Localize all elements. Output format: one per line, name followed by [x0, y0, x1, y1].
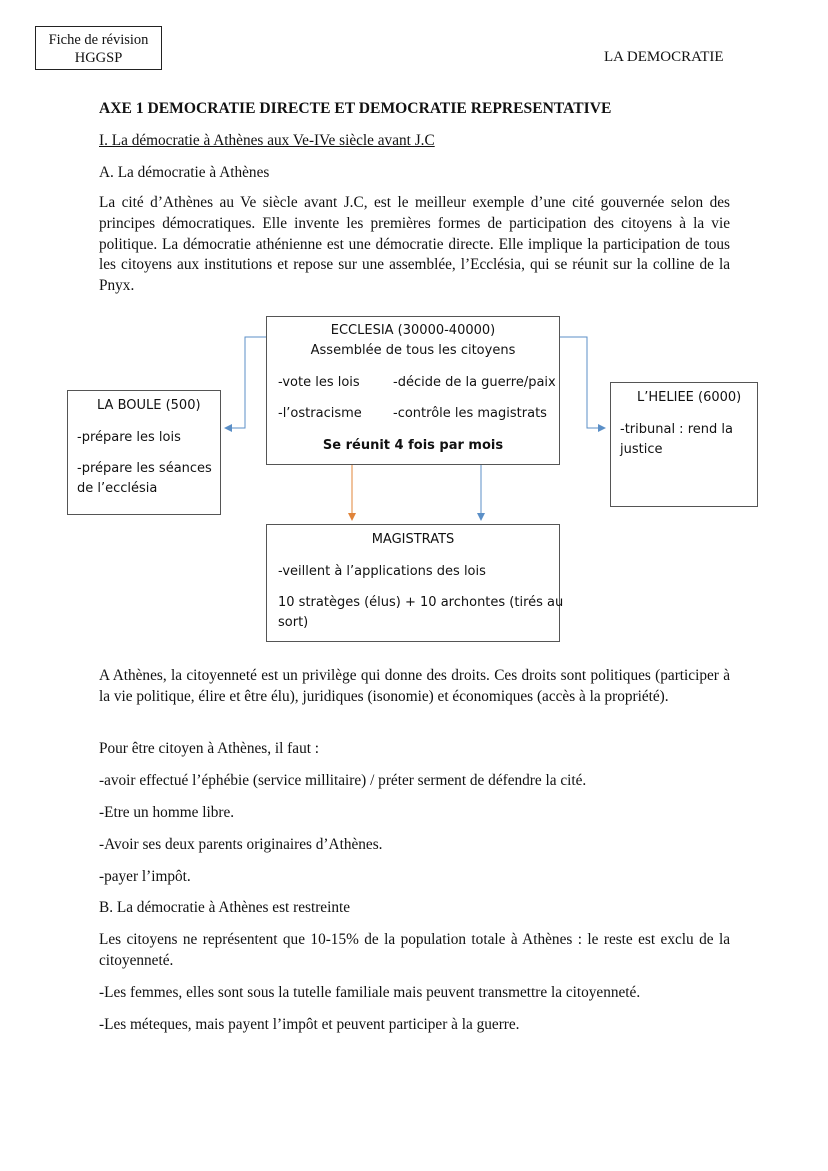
boule-item-seances-line2: de l’ecclésia: [77, 481, 158, 496]
ecclesia-subtitle: Assemblée de tous les citoyens: [310, 343, 516, 358]
subsection-b-title: B. La démocratie à Athènes est restreinte: [99, 899, 351, 916]
boule-item-lois: -prépare les lois: [77, 430, 181, 445]
condition-item: -avoir effectué l’éphébie (service millitaire) / préter serment de défendre la cité.: [99, 772, 587, 789]
ecclesia-box: [266, 316, 560, 465]
section-title: I. La démocratie à Athènes aux Ve-IVe siècle avant J.C: [99, 132, 435, 149]
exclusion-item: -Les méteques, mais payent l’impôt et peuvent participer à la guerre.: [99, 1016, 520, 1033]
condition-item: -Avoir ses deux parents originaires d’Athènes.: [99, 836, 383, 853]
heliee-title: L’HELIEE (6000): [637, 390, 742, 405]
boule-title: LA BOULE (500): [97, 398, 201, 413]
heliee-box: [610, 382, 758, 507]
header-box-line2: HGGSP: [74, 50, 123, 66]
conditions-intro: Pour être citoyen à Athènes, il faut :: [99, 740, 320, 757]
axe-title: AXE 1 DEMOCRATIE DIRECTE ET DEMOCRATIE REPRESENTATIVE: [99, 100, 612, 117]
ecclesia-item-vote: -vote les lois: [278, 375, 360, 390]
condition-item: -Etre un homme libre.: [99, 804, 235, 821]
page-header-title: LA DEMOCRATIE: [604, 49, 724, 65]
ecclesia-footer: Se réunit 4 fois par mois: [322, 438, 504, 453]
ecclesia-item-guerre: -décide de la guerre/paix: [393, 375, 556, 390]
magistrats-item-strateges-line2: sort): [278, 615, 309, 630]
ecclesia-title: ECCLESIA (30000-40000): [330, 323, 496, 338]
boule-box: [67, 390, 221, 515]
magistrats-title: MAGISTRATS: [371, 532, 455, 547]
condition-item: -payer l’impôt.: [99, 868, 191, 885]
heliee-item-line2: justice: [620, 442, 663, 457]
boule-item-seances-line1: -prépare les séances: [77, 461, 212, 476]
ecclesia-item-ostracisme: -l’ostracisme: [278, 406, 362, 421]
arrow-ecclesia-to-heliee: [560, 337, 604, 428]
arrow-ecclesia-to-boule: [226, 337, 266, 428]
header-box-line1: Fiche de révision: [48, 32, 149, 48]
magistrats-item-strateges-line1: 10 stratèges (élus) + 10 archontes (tirés au: [278, 595, 564, 610]
magistrats-item-lois: -veillent à l’applications des lois: [278, 564, 486, 579]
exclusion-item: -Les femmes, elles sont sous la tutelle familiale mais peuvent transmettre la citoyenneté.: [99, 984, 641, 1001]
intro-paragraph: La cité d’Athènes au Ve siècle avant J.C, est le meilleur exemple d’une cité gouvernée selon des principes démocratiques. Elle invente les premières formes de participation des citoyens à la vie politique. La démocratie athénienne est une démocratie directe. Elle implique la participation de tous les citoyens aux institutions et repose sur une assemblée, l’Ecclésia, qui se réunit sur la colline de la Pnyx.: [99, 194, 730, 295]
subsection-a-title: A. La démocratie à Athènes: [99, 164, 270, 181]
heliee-item-line1: -tribunal : rend la: [620, 422, 733, 437]
magistrats-box: [266, 524, 564, 642]
ecclesia-item-controle: -contrôle les magistrats: [393, 406, 547, 421]
citizenship-paragraph: A Athènes, la citoyenneté est un privilège qui donne des droits. Ces droits sont politiques (participer à la vie politique, élire et être élu), juridiques (isonomie) et économiques (accès à la propriété).: [99, 667, 730, 705]
restricted-paragraph: Les citoyens ne représentent que 10-15% de la population totale à Athènes : le reste est exclu de la citoyenneté.: [99, 931, 730, 969]
